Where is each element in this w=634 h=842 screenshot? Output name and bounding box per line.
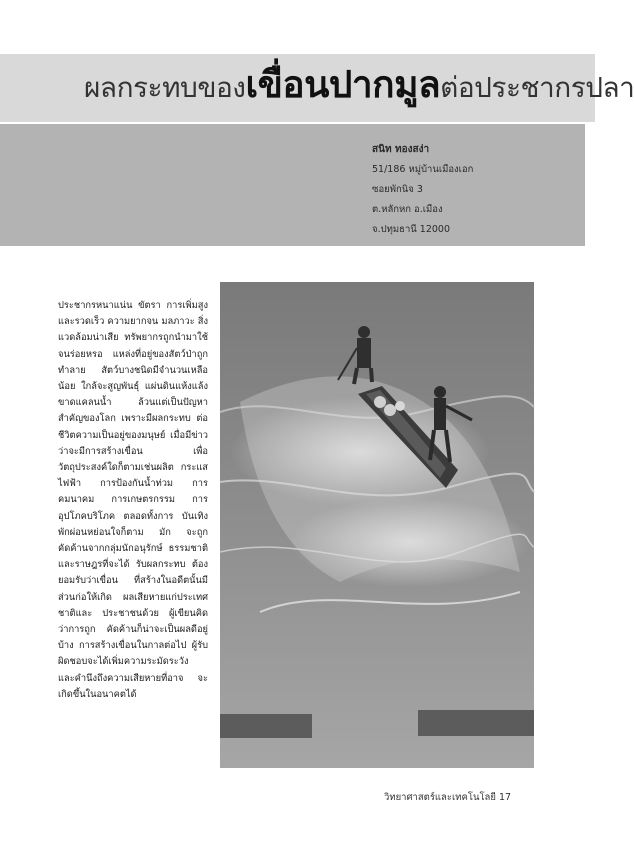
author-address-line: ซอยพักนิจ 3: [372, 184, 423, 195]
title-suffix: ต่อประชากรปลา: [440, 71, 634, 104]
page-footer: วิทยาศาสตร์และเทคโนโลยี 17: [384, 792, 512, 803]
author-address-line: 51/186 หมู่บ้านเมืองเอก: [372, 164, 474, 175]
author-band: [0, 124, 585, 246]
article-title: [84, 63, 634, 106]
author-block: [372, 140, 473, 240]
author-address-line: จ.ปทุมธานี 12000: [372, 224, 451, 235]
article-photo: [220, 282, 534, 768]
article-body: ประชากรหนาแน่น ขัตรา การเพิ่มสูงและรวดเร็ว ความยากจน มลภาวะ สิ่งแวดล้อมน่าเสีย ทรัพยากรถูกนำมาใช้จนร่อยหรอ แหล่งที่อยู่ของสัตว์ป่าถูกทำลาย สัตว์บางชนิดมีจำนวนเหลือน้อย ใกล้จะสูญพันธุ์ แผ่นดินแห้งแล้ง ขาดแคลนน้ำ ล้วนแต่เป็นปัญหา สำคัญของโลก เพราะมีผลกระทบ ต่อชีวิตความเป็นอยู่ของมนุษย์ เมื่อมีข่าวว่าจะมีการสร้างเขื่อน เพื่อวัตถุประสงค์ใดก็ตามเช่นผลิต กระแสไฟฟ้า การป้องกันน้ำท่วม การคมนาคม การเกษตรกรรม การอุปโภคบริโภค ตลอดทั้งการ บันเทิงพักผ่อนหย่อนใจก็ตาม มัก จะถูกคัดค้านจากกลุ่มนักอนุรักษ์ ธรรมชาติ และราษฎรที่จะได้ รับผลกระทบ ต้องยอมรับว่าเขื่อน ที่สร้างในอดีตนั้นมีส่วนก่อให้เกิด ผลเสียหายแก่ประเทศชาติและ ประชาชนด้วย ผู้เขียนคิดว่าการถูก คัดค้านก็น่าจะเป็นผลดีอยู่บ้าง การสร้างเขื่อนในกาลต่อไป ผู้รับ ผิดชอบจะได้เพิ่มความระมัดระวัง และคำนึงถึงความเสียหายที่อาจ จะเกิดขึ้นในอนาคตได้: [58, 300, 208, 700]
author-name: สนิท ทองสง่า: [372, 144, 430, 155]
title-emphasis: เขื่อนปากมูล: [245, 63, 441, 106]
author-address-line: ต.หลักหก อ.เมือง: [372, 204, 443, 215]
title-prefix: ผลกระทบของ: [84, 71, 246, 104]
